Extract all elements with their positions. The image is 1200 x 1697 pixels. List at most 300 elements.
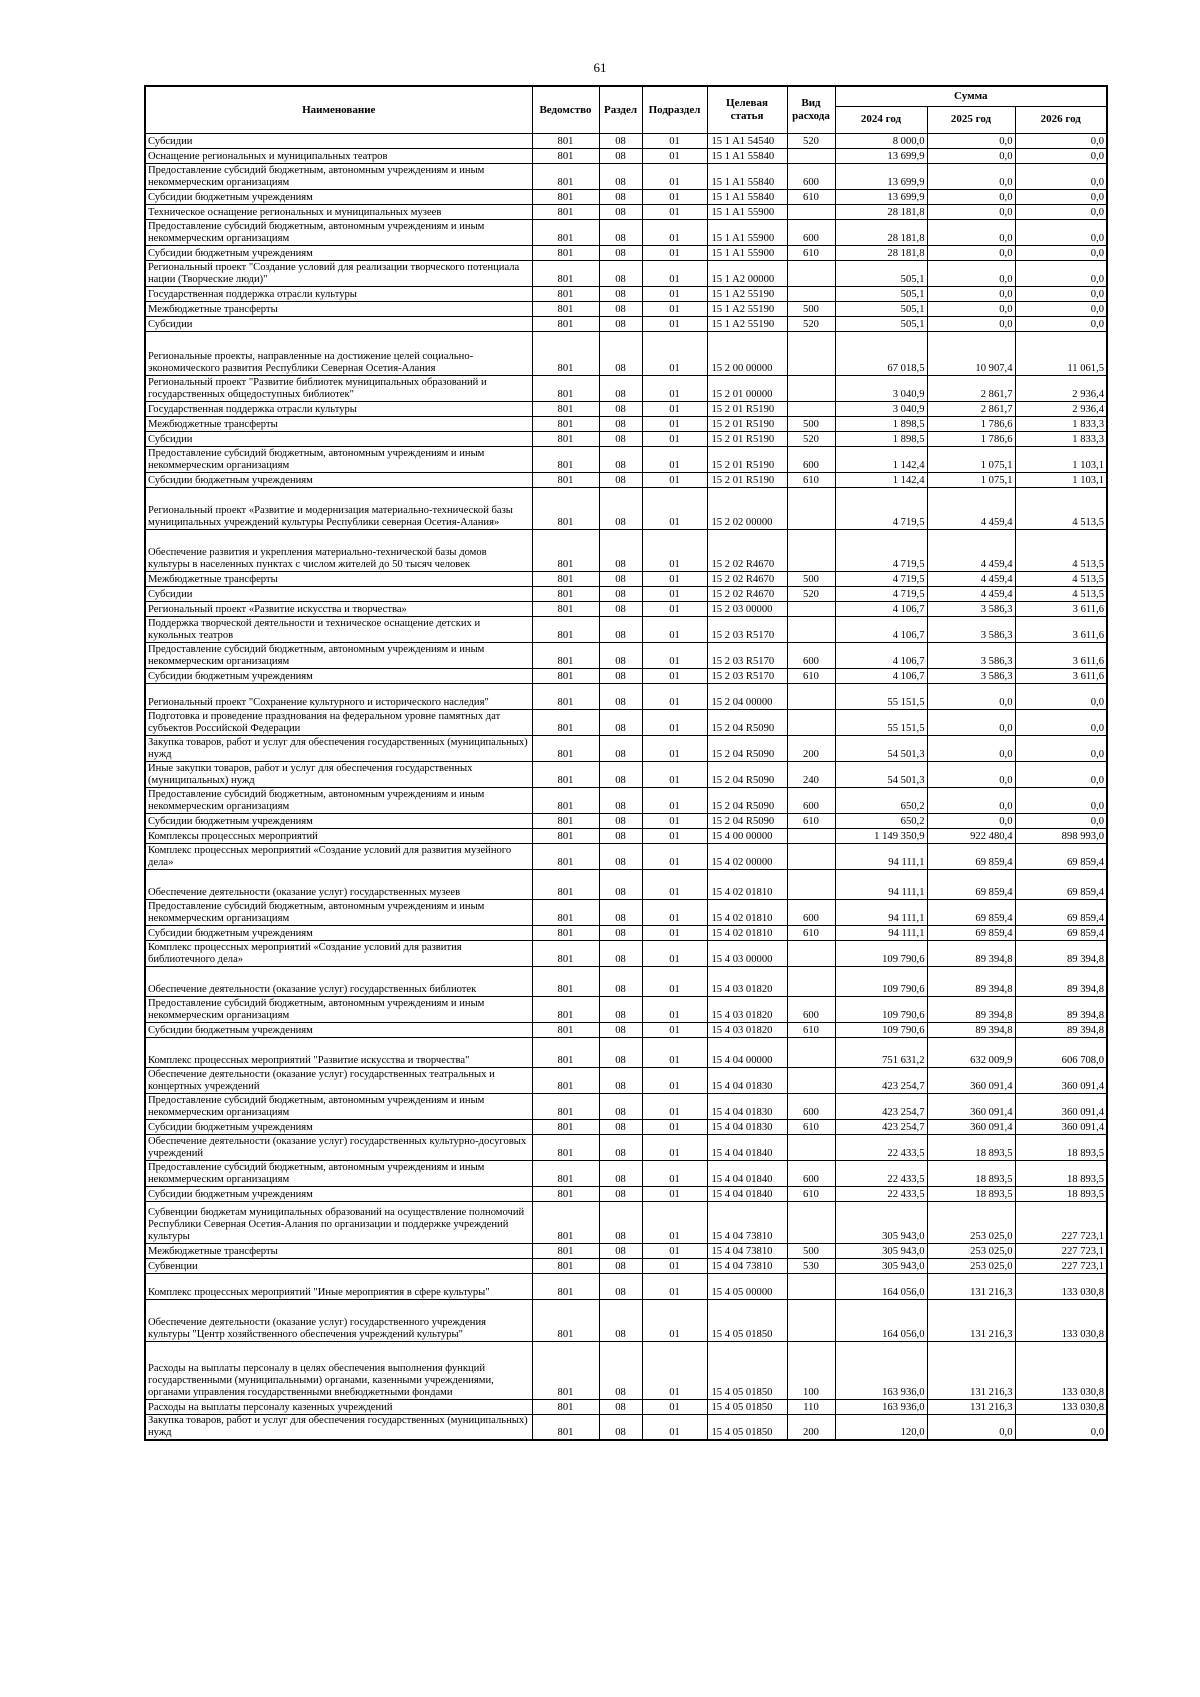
row-name: Межбюджетные трансферты (145, 416, 532, 431)
row-dept: 801 (532, 286, 599, 301)
row-subsection: 01 (642, 668, 707, 683)
row-dept: 801 (532, 401, 599, 416)
row-2024: 650,2 (835, 813, 927, 828)
row-target: 15 1 A1 54540 (707, 133, 787, 148)
row-2026: 0,0 (1015, 813, 1107, 828)
row-2024: 13 699,9 (835, 163, 927, 189)
row-2025: 0,0 (927, 204, 1015, 219)
row-target: 15 1 A2 55190 (707, 316, 787, 331)
row-section: 08 (599, 529, 642, 571)
row-subsection: 01 (642, 1341, 707, 1399)
row-target: 15 2 01 R5190 (707, 401, 787, 416)
row-kind (787, 940, 835, 966)
row-subsection: 01 (642, 925, 707, 940)
row-target: 15 4 03 01820 (707, 996, 787, 1022)
row-2024: 8 000,0 (835, 133, 927, 148)
row-dept: 801 (532, 431, 599, 446)
row-section: 08 (599, 260, 642, 286)
row-2025: 0,0 (927, 189, 1015, 204)
row-name: Обеспечение деятельности (оказание услуг) государственного учреждения культуры "Центр хозяйственного обеспечения учреждений культуры" (145, 1299, 532, 1341)
row-name: Закупка товаров, работ и услуг для обеспечения государственных (муниципальных) нужд (145, 1414, 532, 1440)
row-2025: 3 586,3 (927, 668, 1015, 683)
row-dept: 801 (532, 899, 599, 925)
row-subsection: 01 (642, 787, 707, 813)
row-2024: 4 106,7 (835, 642, 927, 668)
row-kind: 610 (787, 1119, 835, 1134)
row-name: Субсидии бюджетным учреждениям (145, 813, 532, 828)
row-name: Закупка товаров, работ и услуг для обеспечения государственных (муниципальных) нужд (145, 735, 532, 761)
row-dept: 801 (532, 761, 599, 787)
row-dept: 801 (532, 966, 599, 996)
row-subsection: 01 (642, 1134, 707, 1160)
row-2026: 0,0 (1015, 761, 1107, 787)
row-2024: 109 790,6 (835, 966, 927, 996)
header-2025: 2025 год (927, 106, 1015, 133)
row-2026: 0,0 (1015, 683, 1107, 709)
row-2024: 1 142,4 (835, 446, 927, 472)
row-subsection: 01 (642, 487, 707, 529)
table-row (145, 446, 1107, 472)
row-name: Субсидии бюджетным учреждениям (145, 1119, 532, 1134)
row-2026: 0,0 (1015, 133, 1107, 148)
row-section: 08 (599, 616, 642, 642)
row-name: Региональные проекты, направленные на достижение целей социально-экономического развития Республики Северная Осетия-Алания (145, 331, 532, 375)
row-target: 15 4 05 01850 (707, 1299, 787, 1341)
row-2024: 751 631,2 (835, 1037, 927, 1067)
table-row (145, 431, 1107, 446)
table-row (145, 1258, 1107, 1273)
header-section: Раздел (599, 86, 642, 133)
row-2025: 0,0 (927, 219, 1015, 245)
row-2026: 0,0 (1015, 189, 1107, 204)
row-target: 15 2 04 R5090 (707, 709, 787, 735)
row-2026: 1 833,3 (1015, 416, 1107, 431)
row-section: 08 (599, 813, 642, 828)
row-dept: 801 (532, 642, 599, 668)
row-2025: 0,0 (927, 148, 1015, 163)
row-2024: 22 433,5 (835, 1186, 927, 1201)
row-name: Субвенции (145, 1258, 532, 1273)
row-2026: 133 030,8 (1015, 1273, 1107, 1299)
row-2026: 0,0 (1015, 260, 1107, 286)
row-2025: 0,0 (927, 301, 1015, 316)
row-section: 08 (599, 189, 642, 204)
table-row (145, 940, 1107, 966)
row-dept: 801 (532, 940, 599, 966)
row-2024: 4 719,5 (835, 487, 927, 529)
row-2026: 133 030,8 (1015, 1399, 1107, 1414)
row-subsection: 01 (642, 843, 707, 869)
table-row (145, 472, 1107, 487)
row-2026: 606 708,0 (1015, 1037, 1107, 1067)
table-row (145, 1093, 1107, 1119)
table-row (145, 843, 1107, 869)
table-row (145, 571, 1107, 586)
row-target: 15 2 03 00000 (707, 601, 787, 616)
row-dept: 801 (532, 163, 599, 189)
row-2025: 18 893,5 (927, 1134, 1015, 1160)
row-2026: 4 513,5 (1015, 571, 1107, 586)
page-number: 61 (593, 60, 607, 75)
row-target: 15 4 04 01830 (707, 1119, 787, 1134)
row-dept: 801 (532, 828, 599, 843)
row-target: 15 4 02 01810 (707, 899, 787, 925)
row-2024: 1 898,5 (835, 416, 927, 431)
row-2025: 131 216,3 (927, 1399, 1015, 1414)
row-section: 08 (599, 133, 642, 148)
row-2024: 13 699,9 (835, 189, 927, 204)
row-dept: 801 (532, 1414, 599, 1440)
table-row (145, 219, 1107, 245)
row-2024: 4 719,5 (835, 571, 927, 586)
row-section: 08 (599, 431, 642, 446)
row-target: 15 4 03 01820 (707, 1022, 787, 1037)
row-2025: 69 859,4 (927, 843, 1015, 869)
row-kind: 610 (787, 1186, 835, 1201)
row-name: Расходы на выплаты персоналу в целях обеспечения выполнения функций государственными (муниципальными) органами, казенными учреждениями, органами управления государственными внебюджетными фондами (145, 1341, 532, 1399)
table-row (145, 1186, 1107, 1201)
row-dept: 801 (532, 219, 599, 245)
row-section: 08 (599, 966, 642, 996)
row-target: 15 2 04 00000 (707, 683, 787, 709)
row-2024: 3 040,9 (835, 401, 927, 416)
row-dept: 801 (532, 616, 599, 642)
row-target: 15 2 02 R4670 (707, 529, 787, 571)
row-2026: 69 859,4 (1015, 925, 1107, 940)
row-2026: 360 091,4 (1015, 1067, 1107, 1093)
row-target: 15 4 03 00000 (707, 940, 787, 966)
row-kind: 100 (787, 1341, 835, 1399)
row-target: 15 4 05 01850 (707, 1399, 787, 1414)
row-2026: 0,0 (1015, 787, 1107, 813)
row-subsection: 01 (642, 709, 707, 735)
row-name: Предоставление субсидий бюджетным, автономным учреждениям и иным некоммерческим организациям (145, 219, 532, 245)
row-target: 15 4 04 01840 (707, 1134, 787, 1160)
row-kind (787, 601, 835, 616)
row-section: 08 (599, 1258, 642, 1273)
table-row (145, 375, 1107, 401)
row-2024: 505,1 (835, 286, 927, 301)
row-2025: 4 459,4 (927, 586, 1015, 601)
table-row (145, 1243, 1107, 1258)
row-kind: 610 (787, 189, 835, 204)
row-target: 15 1 A1 55900 (707, 204, 787, 219)
row-2026: 18 893,5 (1015, 1134, 1107, 1160)
table-row (145, 260, 1107, 286)
row-name: Субсидии (145, 431, 532, 446)
row-target: 15 1 A1 55900 (707, 219, 787, 245)
row-2026: 1 103,1 (1015, 472, 1107, 487)
row-2025: 253 025,0 (927, 1201, 1015, 1243)
row-name: Предоставление субсидий бюджетным, автономным учреждениям и иным некоммерческим организациям (145, 1093, 532, 1119)
table-row (145, 204, 1107, 219)
table-row (145, 1067, 1107, 1093)
row-2025: 360 091,4 (927, 1067, 1015, 1093)
row-2025: 0,0 (927, 163, 1015, 189)
table-row (145, 683, 1107, 709)
row-section: 08 (599, 869, 642, 899)
table-row (145, 163, 1107, 189)
row-kind (787, 843, 835, 869)
row-subsection: 01 (642, 616, 707, 642)
row-subsection: 01 (642, 148, 707, 163)
row-target: 15 4 04 73810 (707, 1243, 787, 1258)
row-2024: 4 106,7 (835, 616, 927, 642)
row-name: Иные закупки товаров, работ и услуг для обеспечения государственных (муниципальных) нужд (145, 761, 532, 787)
row-subsection: 01 (642, 735, 707, 761)
row-2026: 69 859,4 (1015, 843, 1107, 869)
row-2024: 305 943,0 (835, 1243, 927, 1258)
row-kind (787, 1037, 835, 1067)
row-subsection: 01 (642, 940, 707, 966)
row-kind (787, 375, 835, 401)
row-subsection: 01 (642, 1037, 707, 1067)
row-subsection: 01 (642, 683, 707, 709)
table-row (145, 735, 1107, 761)
table-row (145, 133, 1107, 148)
row-target: 15 2 00 00000 (707, 331, 787, 375)
row-name: Субсидии (145, 133, 532, 148)
row-kind (787, 487, 835, 529)
row-name: Обеспечение деятельности (оказание услуг) государственных культурно-досуговых учреждений (145, 1134, 532, 1160)
row-name: Субсидии бюджетным учреждениям (145, 925, 532, 940)
row-dept: 801 (532, 601, 599, 616)
row-section: 08 (599, 487, 642, 529)
row-dept: 801 (532, 843, 599, 869)
row-2024: 164 056,0 (835, 1299, 927, 1341)
row-2024: 505,1 (835, 316, 927, 331)
row-subsection: 01 (642, 416, 707, 431)
row-name: Поддержка творческой деятельности и техническое оснащение детских и кукольных театров (145, 616, 532, 642)
row-target: 15 1 A1 55840 (707, 148, 787, 163)
row-2024: 423 254,7 (835, 1093, 927, 1119)
row-dept: 801 (532, 1093, 599, 1119)
row-2025: 4 459,4 (927, 487, 1015, 529)
row-section: 08 (599, 148, 642, 163)
row-kind (787, 204, 835, 219)
header-name: Наименование (145, 86, 532, 133)
row-dept: 801 (532, 245, 599, 260)
row-dept: 801 (532, 586, 599, 601)
header-sum: Сумма (835, 86, 1107, 106)
row-section: 08 (599, 1160, 642, 1186)
table-row (145, 416, 1107, 431)
row-name: Обеспечение развития и укрепления материально-технической базы домов культуры в населенных пунктах с числом жителей до 50 тысяч человек (145, 529, 532, 571)
row-section: 08 (599, 1201, 642, 1243)
row-2024: 1 142,4 (835, 472, 927, 487)
row-2026: 0,0 (1015, 148, 1107, 163)
row-section: 08 (599, 1299, 642, 1341)
table-row (145, 1037, 1107, 1067)
row-kind: 610 (787, 813, 835, 828)
row-2024: 120,0 (835, 1414, 927, 1440)
row-kind: 520 (787, 586, 835, 601)
row-target: 15 2 02 R4670 (707, 586, 787, 601)
table-row (145, 316, 1107, 331)
row-2025: 922 480,4 (927, 828, 1015, 843)
row-dept: 801 (532, 1243, 599, 1258)
table-row (145, 869, 1107, 899)
row-section: 08 (599, 375, 642, 401)
row-name: Предоставление субсидий бюджетным, автономным учреждениям и иным некоммерческим организациям (145, 446, 532, 472)
table-row (145, 899, 1107, 925)
row-name: Обеспечение деятельности (оказание услуг) государственных театральных и концертных учреждений (145, 1067, 532, 1093)
row-2024: 94 111,1 (835, 899, 927, 925)
row-name: Государственная поддержка отрасли культуры (145, 286, 532, 301)
row-name: Комплекс процессных мероприятий «Создание условий для развития музейного дела» (145, 843, 532, 869)
row-section: 08 (599, 472, 642, 487)
row-2025: 1 786,6 (927, 431, 1015, 446)
row-2025: 0,0 (927, 133, 1015, 148)
row-2026: 0,0 (1015, 245, 1107, 260)
row-2026: 3 611,6 (1015, 642, 1107, 668)
header-subsection: Подраздел (642, 86, 707, 133)
row-section: 08 (599, 401, 642, 416)
row-2026: 89 394,8 (1015, 996, 1107, 1022)
row-section: 08 (599, 204, 642, 219)
row-2026: 360 091,4 (1015, 1093, 1107, 1119)
table-header (145, 86, 1107, 133)
row-name: Государственная поддержка отрасли культуры (145, 401, 532, 416)
row-section: 08 (599, 163, 642, 189)
table-row (145, 642, 1107, 668)
row-target: 15 2 04 R5090 (707, 761, 787, 787)
row-2026: 0,0 (1015, 709, 1107, 735)
row-kind: 600 (787, 996, 835, 1022)
row-2026: 0,0 (1015, 286, 1107, 301)
row-section: 08 (599, 899, 642, 925)
row-kind: 240 (787, 761, 835, 787)
row-dept: 801 (532, 189, 599, 204)
row-2024: 423 254,7 (835, 1119, 927, 1134)
row-target: 15 4 02 01810 (707, 869, 787, 899)
table-row (145, 1201, 1107, 1243)
row-2025: 131 216,3 (927, 1341, 1015, 1399)
row-target: 15 4 04 73810 (707, 1201, 787, 1243)
row-dept: 801 (532, 996, 599, 1022)
row-2024: 109 790,6 (835, 1022, 927, 1037)
row-dept: 801 (532, 1273, 599, 1299)
row-name: Субсидии бюджетным учреждениям (145, 472, 532, 487)
row-2025: 0,0 (927, 1414, 1015, 1440)
row-2025: 253 025,0 (927, 1243, 1015, 1258)
row-2025: 0,0 (927, 735, 1015, 761)
header-dept: Ведомство (532, 86, 599, 133)
row-section: 08 (599, 1414, 642, 1440)
row-subsection: 01 (642, 571, 707, 586)
row-name: Межбюджетные трансферты (145, 301, 532, 316)
row-kind (787, 1067, 835, 1093)
row-section: 08 (599, 1022, 642, 1037)
row-2025: 4 459,4 (927, 571, 1015, 586)
row-2024: 54 501,3 (835, 735, 927, 761)
row-2026: 0,0 (1015, 219, 1107, 245)
row-dept: 801 (532, 487, 599, 529)
row-kind (787, 401, 835, 416)
row-kind: 110 (787, 1399, 835, 1414)
row-2025: 10 907,4 (927, 331, 1015, 375)
row-subsection: 01 (642, 245, 707, 260)
row-section: 08 (599, 586, 642, 601)
row-kind (787, 1299, 835, 1341)
row-kind (787, 1134, 835, 1160)
table-row (145, 616, 1107, 642)
row-target: 15 2 04 R5090 (707, 735, 787, 761)
row-name: Региональный проект "Развитие библиотек муниципальных образований и государственных общедоступных библиотек" (145, 375, 532, 401)
row-name: Субсидии бюджетным учреждениям (145, 189, 532, 204)
row-2024: 163 936,0 (835, 1399, 927, 1414)
row-name: Техническое оснащение региональных и муниципальных музеев (145, 204, 532, 219)
row-name: Комплекс процессных мероприятий «Создание условий для развития библиотечного дела» (145, 940, 532, 966)
table-row (145, 245, 1107, 260)
row-2026: 2 936,4 (1015, 401, 1107, 416)
row-2025: 1 786,6 (927, 416, 1015, 431)
row-2025: 0,0 (927, 683, 1015, 709)
row-subsection: 01 (642, 301, 707, 316)
row-2026: 898 993,0 (1015, 828, 1107, 843)
row-2024: 4 719,5 (835, 529, 927, 571)
row-section: 08 (599, 601, 642, 616)
row-name: Предоставление субсидий бюджетным, автономным учреждениям и иным некоммерческим организациям (145, 787, 532, 813)
table-row (145, 148, 1107, 163)
row-target: 15 1 A2 55190 (707, 286, 787, 301)
row-subsection: 01 (642, 869, 707, 899)
row-subsection: 01 (642, 316, 707, 331)
row-2025: 1 075,1 (927, 472, 1015, 487)
row-kind: 200 (787, 1414, 835, 1440)
row-subsection: 01 (642, 586, 707, 601)
row-section: 08 (599, 642, 642, 668)
table-row (145, 1341, 1107, 1399)
row-subsection: 01 (642, 219, 707, 245)
row-section: 08 (599, 1341, 642, 1399)
row-2026: 89 394,8 (1015, 966, 1107, 996)
row-dept: 801 (532, 301, 599, 316)
row-2024: 505,1 (835, 301, 927, 316)
row-dept: 801 (532, 1134, 599, 1160)
row-2024: 305 943,0 (835, 1258, 927, 1273)
row-dept: 801 (532, 925, 599, 940)
row-2025: 69 859,4 (927, 899, 1015, 925)
row-subsection: 01 (642, 163, 707, 189)
row-name: Расходы на выплаты персоналу казенных учреждений (145, 1399, 532, 1414)
row-2026: 69 859,4 (1015, 899, 1107, 925)
row-2025: 0,0 (927, 709, 1015, 735)
row-section: 08 (599, 761, 642, 787)
row-2025: 360 091,4 (927, 1093, 1015, 1119)
row-2024: 13 699,9 (835, 148, 927, 163)
row-name: Региональный проект «Развитие искусства и творчества» (145, 601, 532, 616)
row-section: 08 (599, 709, 642, 735)
row-2025: 3 586,3 (927, 601, 1015, 616)
row-2024: 22 433,5 (835, 1160, 927, 1186)
row-kind: 520 (787, 133, 835, 148)
row-dept: 801 (532, 1119, 599, 1134)
row-target: 15 4 05 01850 (707, 1414, 787, 1440)
row-target: 15 2 01 R5190 (707, 472, 787, 487)
row-section: 08 (599, 446, 642, 472)
row-kind (787, 1273, 835, 1299)
row-subsection: 01 (642, 446, 707, 472)
row-section: 08 (599, 1134, 642, 1160)
row-kind: 500 (787, 1243, 835, 1258)
row-target: 15 4 04 01830 (707, 1093, 787, 1119)
row-subsection: 01 (642, 828, 707, 843)
row-2026: 133 030,8 (1015, 1341, 1107, 1399)
row-kind: 600 (787, 787, 835, 813)
row-dept: 801 (532, 133, 599, 148)
row-dept: 801 (532, 735, 599, 761)
